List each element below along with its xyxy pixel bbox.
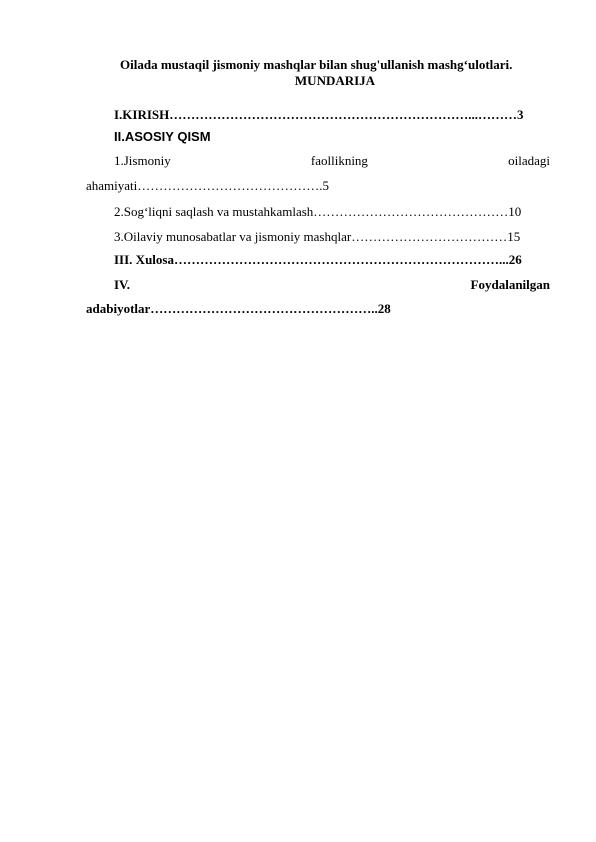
toc-entry-conclusion: III. Xulosa…………………………………………………………………...26 [114, 252, 522, 267]
document-title: Oilada mustaqil jismoniy mashqlar bilan shug'ullanish mashg‘ulotlari. [120, 57, 513, 72]
document-subtitle: MUNDARIJA [294, 73, 376, 88]
toc-entry-item1 [114, 153, 550, 169]
toc-entry-item3: 3.Oilaviy munosabatlar va jismoniy mashqlar………………………………15 [114, 229, 521, 244]
toc-item1-continuation: ahamiyati…………………………………….5 [86, 178, 330, 193]
toc-references-number: IV. [114, 277, 131, 292]
toc-entry-references [114, 277, 550, 293]
toc-item1-word1: 1.Jismoniy [114, 153, 171, 168]
toc-entry-intro: I.KIRISH……………………………………………………………...………3 [114, 107, 524, 122]
toc-entry-main: II.ASOSIY QISM [114, 129, 211, 144]
toc-item1-word3: oiladagi [508, 153, 550, 168]
toc-entry-item2: 2.Sog‘liqni saqlash va mustahkamlash………………………………………10 [114, 204, 522, 219]
toc-item1-word2: faollikning [310, 153, 368, 168]
toc-references-word: Foydalanilgan [470, 277, 550, 292]
toc-references-continuation: adabiyotlar……………………………………………..28 [86, 301, 391, 316]
